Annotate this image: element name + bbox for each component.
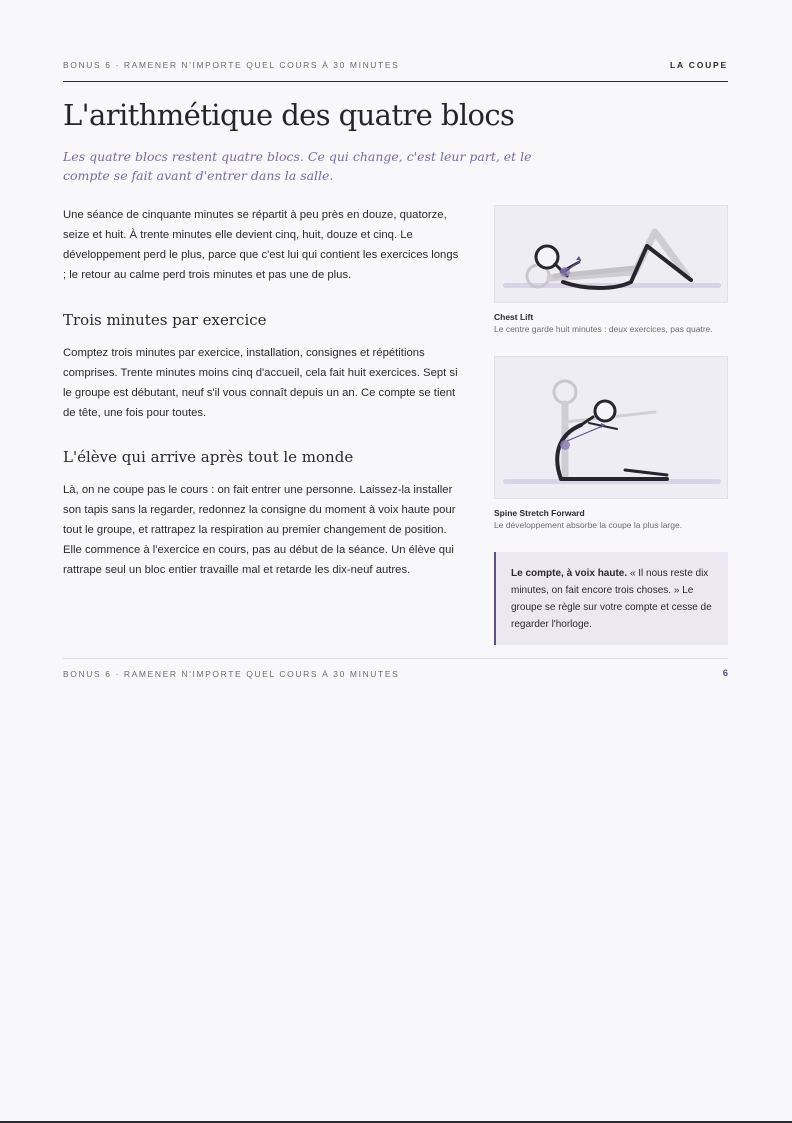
- header-rule: [63, 81, 728, 82]
- figure-title: Chest Lift: [494, 312, 534, 322]
- figure-caption: Le centre garde huit minutes : deux exercices, pas quatre.: [494, 324, 713, 334]
- chest-lift-illustration: [495, 206, 727, 302]
- spine-stretch-illustration: [495, 357, 727, 498]
- section-late-student: [63, 448, 463, 580]
- intro-block: [63, 205, 463, 285]
- running-header: [63, 60, 728, 70]
- section-heading: Trois minutes par exercice: [63, 311, 267, 329]
- section-heading: L'élève qui arrive après tout le monde: [63, 448, 354, 466]
- callout-lead: Le compte, à voix haute.: [511, 568, 628, 579]
- callout-box: [494, 552, 728, 645]
- figure-title: Spine Stretch Forward: [494, 508, 585, 518]
- page-title: L'arithmétique des quatre blocs: [63, 98, 515, 132]
- page-number: 6: [722, 668, 728, 679]
- intro-paragraph: Une séance de cinquante minutes se répartit à peu près en douze, quatorze, seize et huit. À trente minutes elle devient cinq, huit, douze et cinq. Le développement perd le plus, parce que c'est lui qui contient les exercices longs ; le retour au calme perd trois minutes et pas une de plus.: [63, 209, 459, 281]
- figure-caption: Le développement absorbe la coupe la plus large.: [494, 520, 683, 530]
- figure-spine-stretch: [494, 356, 728, 530]
- footer-title: BONUS 6 · RAMENER N'IMPORTE QUEL COURS À 30 MINUTES: [63, 668, 400, 679]
- figure-chest-lift: [494, 205, 728, 334]
- lede: Les quatre blocs restent quatre blocs. Ce qui change, c'est leur part, et le compte se fait avant d'entrer dans la salle.: [63, 149, 532, 183]
- header-title: BONUS 6 · RAMENER N'IMPORTE QUEL COURS À 30 MINUTES: [63, 60, 400, 70]
- footer-rule: [63, 658, 728, 659]
- section-three-minutes: [63, 311, 463, 423]
- running-footer: [63, 668, 728, 679]
- figure-image: [494, 356, 728, 499]
- figure-image: [494, 205, 728, 303]
- section-paragraph: Comptez trois minutes par exercice, installation, consignes et répétitions comprises. Trente minutes moins cinq d'accueil, cela fait huit exercices. Sept si le groupe est débutant, neuf s'il vous connaît depuis un an. Ce compte se tient de tête, une fois pour toutes.: [63, 347, 458, 419]
- section-paragraph: Là, on ne coupe pas le cours : on fait entrer une personne. Laissez-la installer son tapis sans la regarder, redonnez la consigne du moment à voix haute pour tout le groupe, et rattrapez la respiration au premier changement de position. Elle commence à l'exercice en cours, pas au début de la séance. Un élève qui rattrape seul un bloc entier travaille mal et retarde les dix-neuf autres.: [63, 484, 456, 576]
- callout-text: « Il nous reste dix minutes, on fait encore trois choses. » Le groupe se règle sur votre compte et cesse de regarder l'horloge.: [511, 568, 712, 630]
- header-section: LA COUPE: [669, 60, 728, 70]
